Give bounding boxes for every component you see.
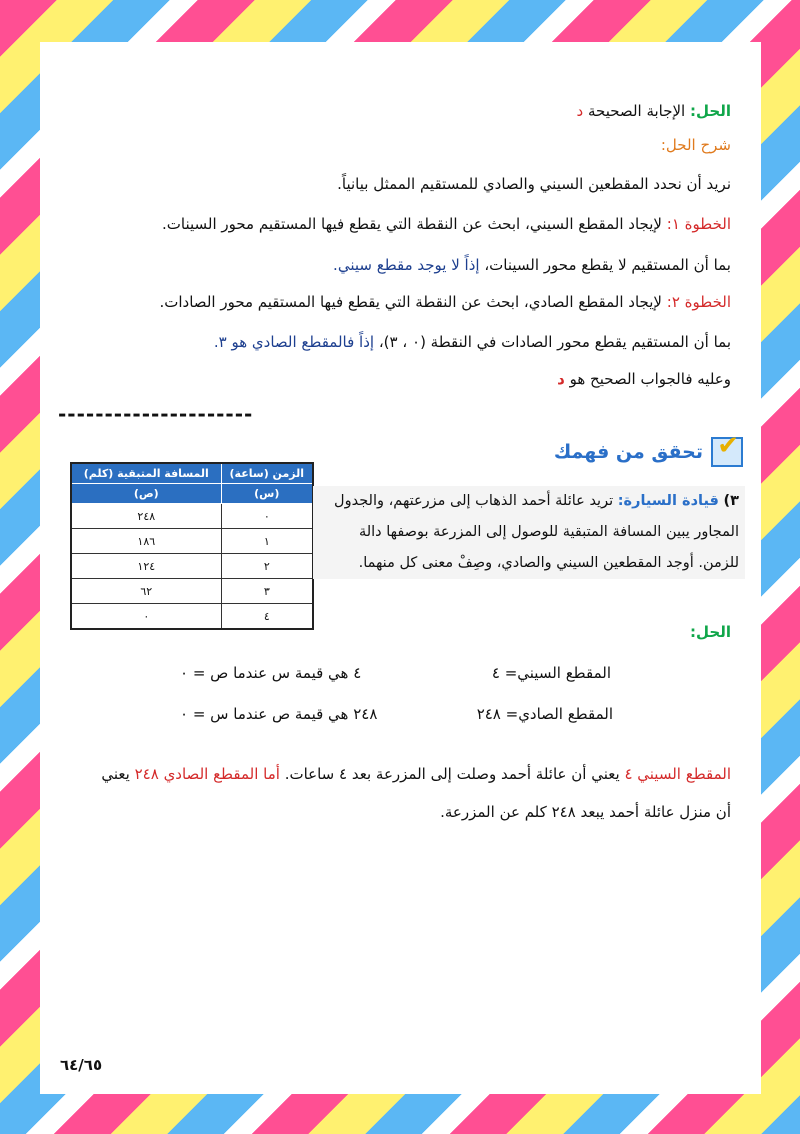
data-table bbox=[70, 462, 314, 630]
meaning-x-text: يعني أن عائلة أحمد وصلت إلى المزرعة بعد ٤ ساعات. bbox=[284, 765, 620, 783]
solution-answer-text: الإجابة الصحيحة bbox=[588, 102, 686, 120]
final-answer-line bbox=[70, 370, 731, 388]
step2-result-conclusion: إذاً فالمقطع الصادي هو ٣. bbox=[213, 333, 375, 351]
y-intercept-label: المقطع الصادي= ٢٤٨ bbox=[476, 705, 613, 723]
table-cell: ٢٤٨ bbox=[71, 504, 221, 529]
solution-line bbox=[70, 102, 731, 120]
table-header-time: الزمن (ساعة) bbox=[221, 463, 313, 484]
step2-label: الخطوة ٢: bbox=[666, 293, 731, 311]
table-row bbox=[71, 554, 313, 579]
step2-text: لإيجاد المقطع الصادي، ابحث عن النقطة التي يقطع فيها المستقيم محور الصادات. bbox=[159, 293, 662, 311]
table-row bbox=[71, 529, 313, 554]
meaning-y-text: يعني bbox=[101, 765, 130, 783]
step1-line bbox=[70, 215, 731, 233]
table-header-distance: المسافة المتبقية (كلم) bbox=[71, 463, 221, 484]
table-subheader-y: (ص) bbox=[71, 484, 221, 504]
table-row bbox=[71, 579, 313, 604]
step1-label: الخطوة ١: bbox=[666, 215, 731, 233]
table-cell: ٣ bbox=[221, 579, 313, 604]
step1-result-text: بما أن المستقيم لا يقطع محور السينات، bbox=[484, 256, 731, 274]
step1-result bbox=[70, 256, 731, 274]
table-row bbox=[71, 504, 313, 529]
table-subheader-x: (س) bbox=[221, 484, 313, 504]
table-cell: ٠ bbox=[221, 504, 313, 529]
table-cell: ١ bbox=[221, 529, 313, 554]
check-understanding-text: تحقق من فهمك bbox=[553, 441, 703, 463]
y-intercept-note: ٢٤٨ هي قيمة ص عندما س = ٠ bbox=[180, 705, 378, 723]
problem-title: قيادة السيارة: bbox=[617, 493, 719, 509]
explanation-intro: نريد أن نحدد المقطعين السيني والصادي للمستقيم الممثل بيانياً. bbox=[337, 175, 731, 193]
step2-result bbox=[70, 333, 731, 351]
meaning-line-1 bbox=[70, 765, 731, 783]
meaning-line-2: أن منزل عائلة أحمد يبعد ٢٤٨ كلم عن المزرعة. bbox=[440, 803, 731, 821]
solution-answer-letter: د bbox=[576, 102, 584, 120]
page-number: ٦٤/٦٥ bbox=[60, 1056, 103, 1074]
divider: --------------------- bbox=[58, 402, 254, 426]
problem-box bbox=[313, 486, 745, 579]
table-cell: ٢ bbox=[221, 554, 313, 579]
table-cell: ٤ bbox=[221, 604, 313, 630]
table-cell: ١٨٦ bbox=[71, 529, 221, 554]
table-cell: ٠ bbox=[71, 604, 221, 630]
problem-text: تريد عائلة أحمد الذهاب إلى مزرعتهم، والجدول المجاور يبين المسافة المتبقية للوصول إلى المزرعة بوصفها دالة للزمن. أوجد المقطعين السيني والصادي، وصِفْ معنى كل منهما. bbox=[334, 493, 739, 571]
step2-line bbox=[70, 293, 731, 311]
explanation-label: شرح الحل: bbox=[660, 136, 731, 154]
solution-label: الحل: bbox=[690, 102, 731, 120]
final-text: وعليه فالجواب الصحيح هو bbox=[569, 370, 731, 388]
step1-text: لإيجاد المقطع السيني، ابحث عن النقطة التي يقطع فيها المستقيم محور السينات. bbox=[161, 215, 662, 233]
meaning-x-label: المقطع السيني ٤ bbox=[624, 765, 731, 783]
table-cell: ٦٢ bbox=[71, 579, 221, 604]
step2-result-text: بما أن المستقيم يقطع محور الصادات في النقطة (٠ ، ٣)، bbox=[378, 333, 731, 351]
solution2-label: الحل: bbox=[690, 623, 731, 641]
check-understanding-banner bbox=[554, 435, 743, 469]
x-intercept-note: ٤ هي قيمة س عندما ص = ٠ bbox=[180, 664, 362, 682]
page bbox=[40, 42, 761, 1094]
step1-result-conclusion: إذاً لا يوجد مقطع سيني. bbox=[333, 256, 480, 274]
table-cell: ١٢٤ bbox=[71, 554, 221, 579]
x-intercept-label: المقطع السيني= ٤ bbox=[491, 664, 611, 682]
problem-number: ٣) bbox=[723, 493, 739, 509]
meaning-y-label: أما المقطع الصادي ٢٤٨ bbox=[134, 765, 280, 783]
final-letter: د bbox=[557, 370, 565, 388]
checkbox-icon bbox=[711, 437, 743, 467]
